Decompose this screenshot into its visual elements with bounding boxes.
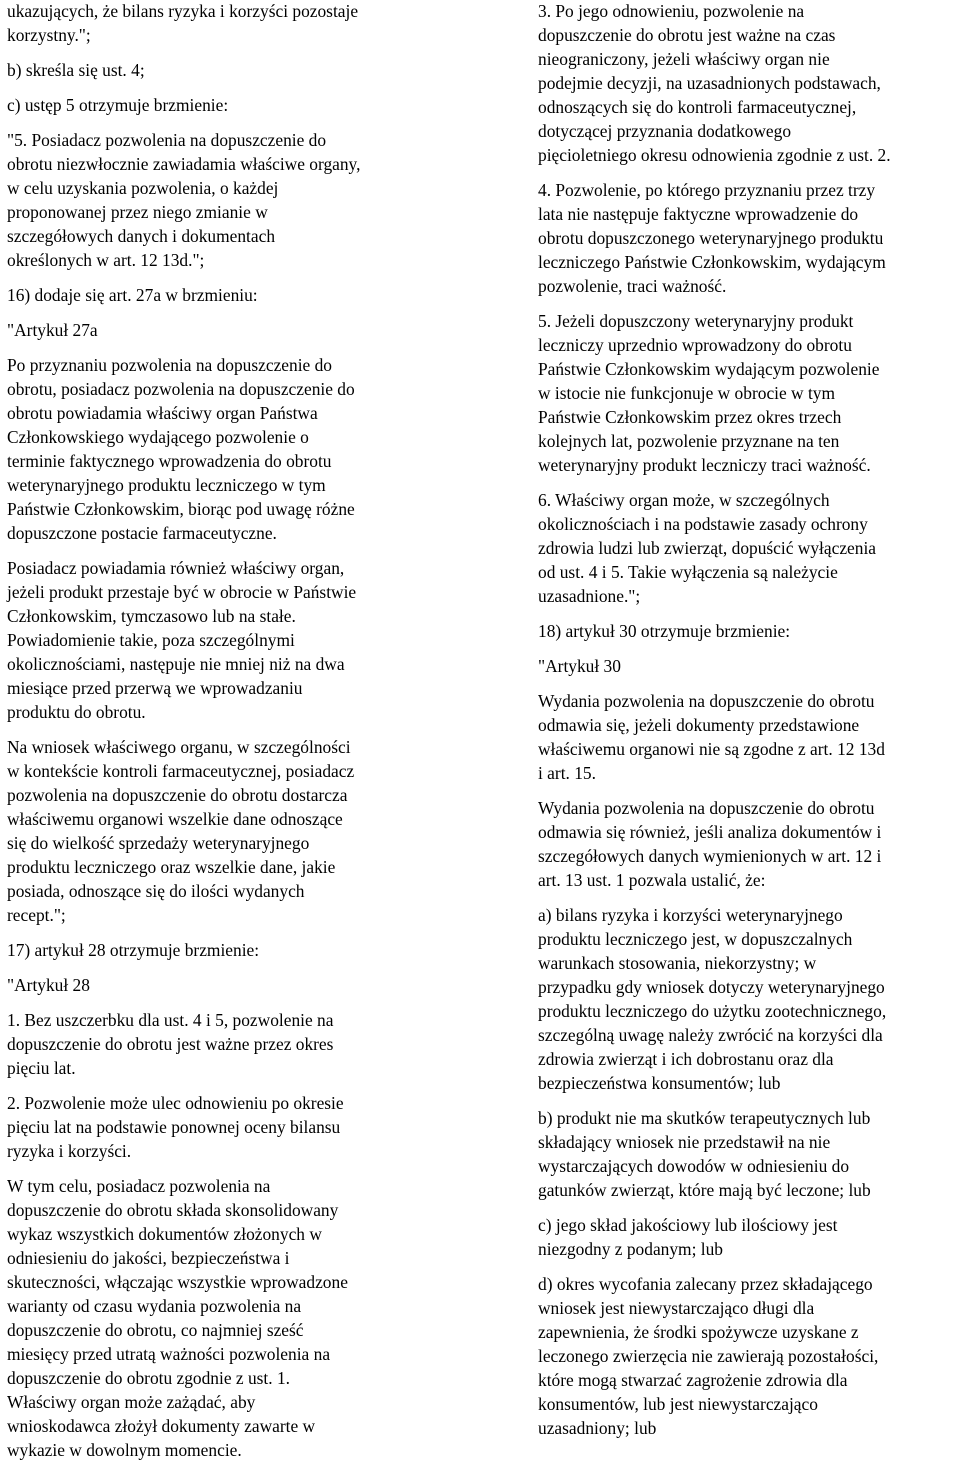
text-paragraph: 17) artykuł 28 otrzymuje brzmienie:: [7, 940, 260, 960]
text-paragraph: 3. Po jego odnowieniu, pozwolenie na dopuszczenie do obrotu jest ważne na czas nieograniczony, jeżeli właściwy organ nie podejmie decyzji, na uzasadnionych podstawach, odnoszących się do kontroli farmaceutycznej, dotyczącej przyznania dodatkowego pięcioletniego okresu odnowienia zgodnie z ust. 2.: [538, 1, 891, 165]
text-paragraph: d) okres wycofania zalecany przez składającego wniosek jest niewystarczająco długi dla zapewnienia, że środki spożywcze uzyskane z leczonego zwierzęcia nie zawierają pozostałości, które mogą stwarzać zagrożenie zdrowia dla konsumentów, lub jest niewystarczająco uzasadniony; lub: [538, 1274, 879, 1438]
text-paragraph: b) skreśla się ust. 4;: [7, 60, 145, 80]
text-paragraph: Posiadacz powiadamia również właściwy organ, jeżeli produkt przestaje być w obrocie w Państwie Członkowskim, tymczasowo lub na stałe. Powiadomienie takie, poza szczególnymi okolicznościami, następuje nie mniej niż na dwa miesiące przed przerwą we wprowadzaniu produktu do obrotu.: [7, 558, 357, 722]
left-column: [7, 0, 433, 1473]
text-paragraph: a) bilans ryzyka i korzyści weterynaryjnego produktu leczniczego jest, w dopuszczalnych warunkach stosowania, niekorzystny; w przypadku gdy wniosek dotyczy weterynaryjnego produktu leczniczego do użytku zootechnicznego, szczególną uwagę należy zwrócić na korzyści dla zdrowia zwierząt i ich dobrostanu oraz dla bezpieczeństwa konsumentów; lub: [538, 905, 887, 1093]
text-paragraph: c) ustęp 5 otrzymuje brzmienie:: [7, 95, 229, 115]
text-paragraph: 2. Pozwolenie może ulec odnowieniu po okresie pięciu lat na podstawie ponownej oceny bilansu ryzyka i korzyści.: [7, 1093, 344, 1161]
text-paragraph: 18) artykuł 30 otrzymuje brzmienie:: [538, 621, 791, 641]
article-heading: "Artykuł 30: [538, 656, 621, 676]
text-paragraph: "5. Posiadacz pozwolenia na dopuszczenie do obrotu niezwłocznie zawiadamia właściwe organy, w celu uzyskania pozwolenia, o każdej proponowanej przez niego zmianie w szczegółowych danych i dokumentach określonych w art. 12 13d.";: [7, 130, 361, 270]
text-paragraph: 16) dodaje się art. 27a w brzmieniu:: [7, 285, 258, 305]
text-paragraph: 6. Właściwy organ może, w szczególnych okolicznościach i na podstawie zasady ochrony zdrowia ludzi lub zwierząt, dopuścić wyłączenia od ust. 4 i 5. Takie wyłączenia są należycie uzasadnione.";: [538, 490, 877, 606]
text-paragraph: Po przyznaniu pozwolenia na dopuszczenie do obrotu, posiadacz pozwolenia na dopuszczenie do obrotu powiadamia właściwy organ Państwa Członkowskiego wydającego pozwolenie o terminie faktycznego wprowadzenia do obrotu weterynaryjnego produktu leczniczego w tym Państwie Członkowskim, biorąc pod uwagę różne dopuszczone postacie farmaceutyczne.: [7, 355, 355, 543]
text-paragraph: Wydania pozwolenia na dopuszczenie do obrotu odmawia się, jeżeli dokumenty przedstawione właściwemu organowi nie są zgodne z art. 12 13d i art. 15.: [538, 691, 885, 783]
text-paragraph: b) produkt nie ma skutków terapeutycznych lub składający wniosek nie przedstawił na nie wystarczających dowodów w odniesieniu do gatunków zwierząt, które mają być leczone; lub: [538, 1108, 871, 1200]
article-heading: "Artykuł 28: [7, 975, 90, 995]
text-paragraph: Wydania pozwolenia na dopuszczenie do obrotu odmawia się również, jeśli analiza dokumentów i szczegółowych danych wymienionych w art. 12 i art. 13 ust. 1 pozwala ustalić, że:: [538, 798, 882, 890]
text-paragraph: Na wniosek właściwego organu, w szczególności w kontekście kontroli farmaceutycznej, posiadacz pozwolenia na dopuszczenie do obrotu dostarcza właściwemu organowi wszelkie dane odnoszące się do wielkość sprzedaży weterynaryjnego produktu leczniczego oraz wszelkie dane, jakie posiada, odnoszące się do ilości wydanych recept.";: [7, 737, 355, 925]
text-paragraph: 5. Jeżeli dopuszczony weterynaryjny produkt leczniczy uprzednio wprowadzony do obrotu Państwie Członkowskim wydającym pozwolenie w istocie nie funkcjonuje w obrocie w tym Państwie Członkowskim przez okres trzech kolejnych lat, pozwolenie przyznane na ten weterynaryjny produkt leczniczy traci ważność.: [538, 311, 880, 475]
text-paragraph: c) jego skład jakościowy lub ilościowy jest niezgodny z podanym; lub: [538, 1215, 838, 1259]
text-paragraph: ukazujących, że bilans ryzyka i korzyści pozostaje korzystny.";: [7, 1, 359, 45]
text-paragraph: 1. Bez uszczerbku dla ust. 4 i 5, pozwolenie na dopuszczenie do obrotu jest ważne przez okres pięciu lat.: [7, 1010, 334, 1078]
right-column: [538, 0, 950, 1451]
article-heading: "Artykuł 27a: [7, 320, 98, 340]
text-paragraph: W tym celu, posiadacz pozwolenia na dopuszczenie do obrotu składa skonsolidowany wykaz wszystkich dokumentów złożonych w odniesieniu do jakości, bezpieczeństwa i skuteczności, włączając wszystkie wprowadzone warianty od czasu wydania pozwolenia na dopuszczenie do obrotu, co najmniej sześć miesięcy przed utratą ważności pozwolenia na dopuszczenie do obrotu zgodnie z ust. 1. Właściwy organ może zażądać, aby wnioskodawca złożył dokumenty zawarte w wykazie w dowolnym momencie.: [7, 1176, 348, 1460]
text-paragraph: 4. Pozwolenie, po którego przyznaniu przez trzy lata nie następuje faktyczne wprowadzenie do obrotu dopuszczonego weterynaryjnego produktu leczniczego Państwie Członkowskim, wydającym pozwolenie, traci ważność.: [538, 180, 886, 296]
